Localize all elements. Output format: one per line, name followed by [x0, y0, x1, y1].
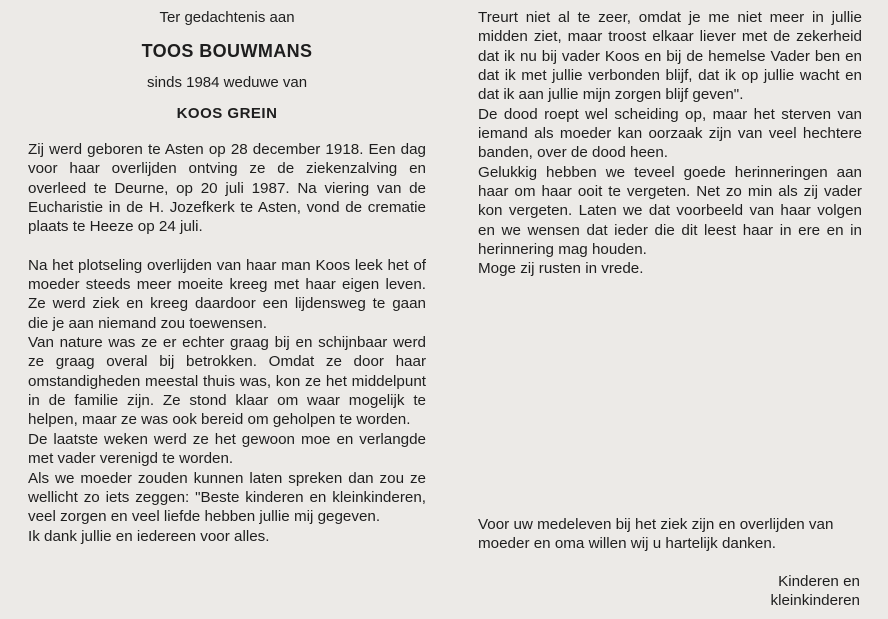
- left-paragraph: Van nature was ze er echter graag bij en schijnbaar werd ze graag overal bij betrokken. Omdat ze door haar omstandigheden meestal thuis was, kon ze het middelpunt in de familie zijn. Ze stond klaar om waar mogelijk te helpen, maar ze was ook bereid om geholpen te worden.: [28, 334, 426, 429]
- thanks-text: Voor uw medeleven bij het ziek zijn en overlijden van moeder en oma willen wij u hartelijk danken.: [478, 516, 834, 553]
- left-column: [28, 8, 426, 546]
- right-paragraph: Moge zij rusten in vrede.: [478, 260, 644, 278]
- signature-line: Kinderen en: [778, 573, 860, 590]
- right-paragraph: De dood roept wel scheiding op, maar het sterven van iemand als moeder kan oorzaak zijn van veel hechtere banden, over de dood heen.: [478, 105, 862, 162]
- paragraph-gap: [28, 237, 426, 256]
- left-paragraph: Na het plotseling overlijden van haar man Koos leek het of moeder steeds meer moeite kreeg met haar eigen leven. Ze werd ziek en kreeg daardoor een lijdensweg te gaan die je aan niemand zou toewensen.: [28, 256, 426, 332]
- right-paragraph: Treurt niet al te zeer, omdat je me niet meer in jullie midden ziet, maar troost elkaar liever met de zekerheid dat ik nu bij vader Koos en bij de hemelse Vader ben en dat ik met jullie verbonden blijf, dat ik op jullie wacht en dat ik aan jullie mijn zorgen blijf geven".: [478, 9, 862, 104]
- left-paragraph: Als we moeder zouden kunnen laten spreken dan zou ze wellicht zo iets zeggen: "Beste kinderen en kleinkinderen, veel zorgen en veel liefde hebben jullie mij gegeven.: [28, 469, 426, 526]
- right-paragraph: Gelukkig hebben we teveel goede herinneringen aan haar om haar ooit te vergeten. Net zo min als zij vader kon vergeten. Laten we dat voorbeeld van haar volgen en we wensen dat ieder die dit leest haar in ere en in herinnering mag houden.: [478, 163, 862, 259]
- signature-line: kleinkinderen: [770, 592, 860, 610]
- birth-paragraph: Zij werd geboren te Asten op 28 december 1918. Een dag voor haar overlijden ontving ze de ziekenzalving en overleed te Deurne, op 20 juli 1987. Na viering van de Eucharistie in de H. Jozefkerk te Asten, vond de crematie plaats te Heeze op 24 juli.: [28, 141, 426, 236]
- left-paragraph: Ik dank jullie en iedereen voor alles.: [28, 527, 270, 545]
- deceased-name: TOOS BOUWMANS: [141, 41, 313, 61]
- signature: [700, 572, 860, 611]
- widow-line: sinds 1984 weduwe van: [146, 74, 308, 91]
- intro-text: Ter gedachtenis aan: [159, 9, 295, 26]
- husband-name: KOOS GREIN: [176, 105, 278, 122]
- right-column: [478, 8, 862, 279]
- left-paragraph: De laatste weken werd ze het gewoon moe en verlangde met vader verenigd te worden.: [28, 430, 426, 468]
